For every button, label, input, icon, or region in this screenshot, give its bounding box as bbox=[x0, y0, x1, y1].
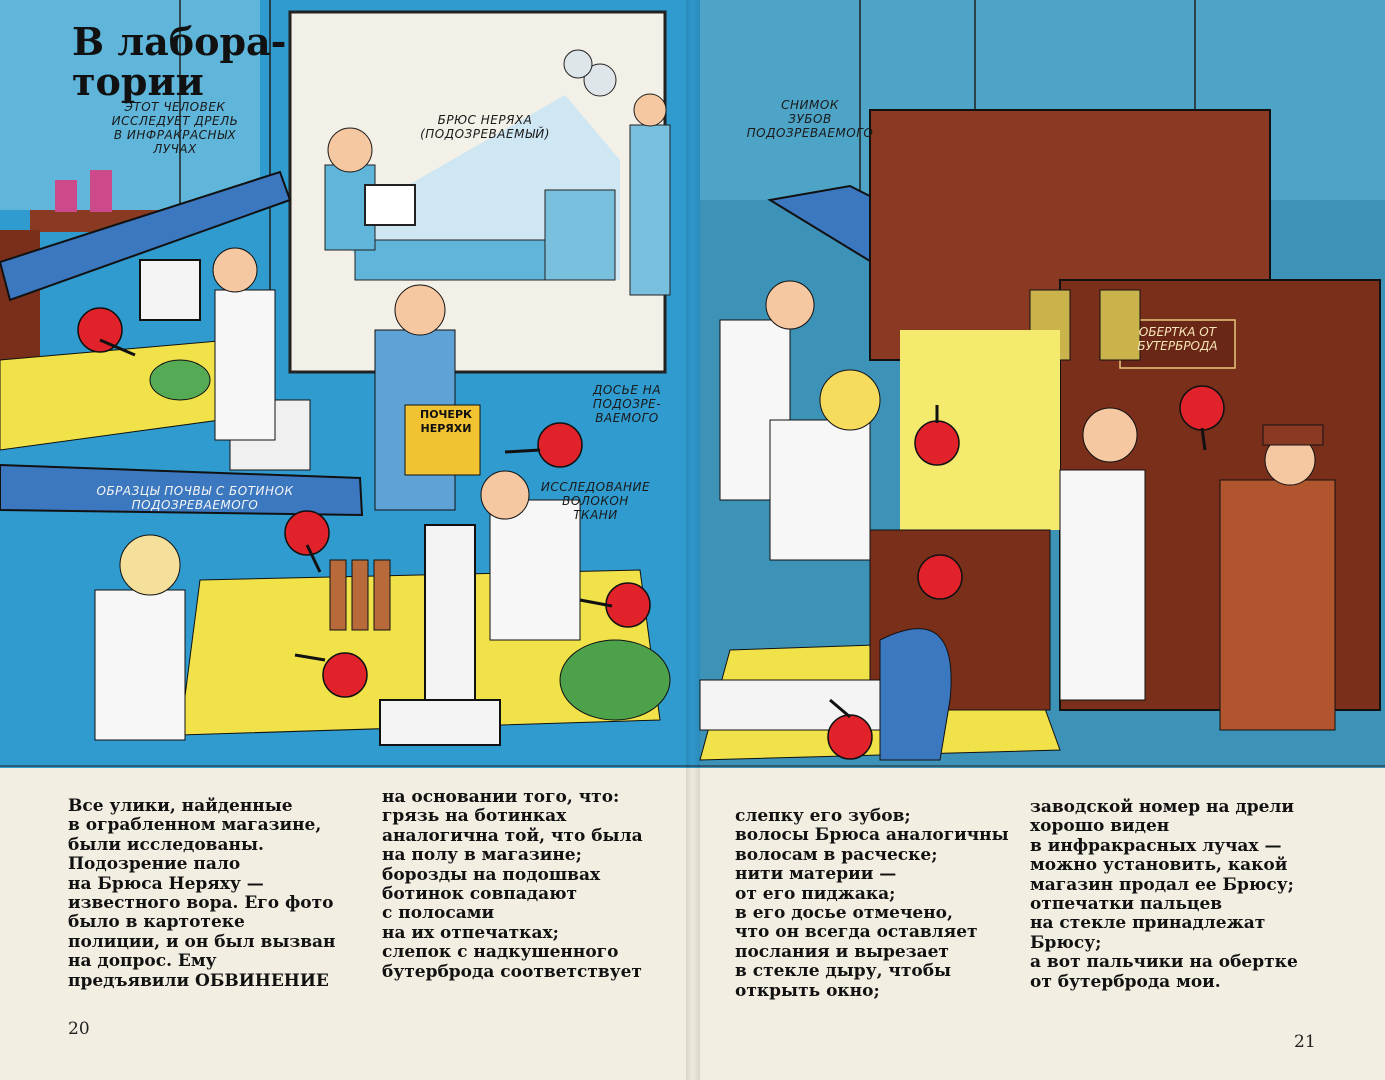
page-number-right: 21 bbox=[1294, 1032, 1316, 1052]
page-number-left: 20 bbox=[68, 1019, 90, 1039]
caption-suspect: БРЮС НЕРЯХА (ПОДОЗРЕВАЕМЫЙ) bbox=[420, 113, 550, 141]
folder-label: ПОЧЕРК НЕРЯХИ bbox=[419, 408, 472, 435]
text-column-2: на основании того, что: грязь на ботинках аналогична той, что была на полу в магазине; борозды на подошвах ботинок совпадают с полосами на их отпечатках; слепок с надкушенного бутерброда соответствует bbox=[382, 787, 643, 982]
book-gutter bbox=[686, 0, 700, 1080]
text-column-3: слепку его зубов; волосы Брюса аналогичны волосам в расческе; нити материи — от его пиджака; в его досье отмечено, что он всегда оставляет послания и вырезает в стекле дыру, чтобы открыть окно; bbox=[735, 806, 1009, 1001]
caption-infrared-drill: ЭТОТ ЧЕЛОВЕК ИССЛЕДУЕТ ДРЕЛЬ В ИНФРАКРАСНЫХ ЛУЧАХ bbox=[111, 100, 239, 156]
text-column-1: Все улики, найденные в ограбленном магазине, были исследованы. Подозрение пало на Брюса Неряху — известного вора. Его фото было в картотеке полиции, и он был вызван на допрос. Ему предъявили ОБВИНЕНИЕ bbox=[68, 796, 336, 991]
caption-soil-samples: ОБРАЗЦЫ ПОЧВЫ С БОТИНОК ПОДОЗРЕВАЕМОГО bbox=[96, 484, 294, 512]
caption-fiber-analysis: ИССЛЕДОВАНИЕ ВОЛОКОН ТКАНИ bbox=[540, 480, 651, 522]
caption-sandwich-wrapper: ОБЕРТКА ОТ БУТЕРБРОДА bbox=[1137, 325, 1218, 353]
text-column-4: заводской номер на дрели хорошо виден в инфракрасных лучах — можно установить, какой магазин продал ее Брюсу; отпечатки пальцев на стекле принадлежат Брюсу; а вот пальчики на обертке от бутерброда мои. bbox=[1030, 797, 1298, 992]
caption-dossier: ДОСЬЕ НА ПОДОЗРЕ- ВАЕМОГО bbox=[592, 383, 662, 425]
caption-teeth-imprint: СНИМОК ЗУБОВ ПОДОЗРЕВАЕМОГО bbox=[746, 98, 874, 140]
spread-title: В лабора- тории bbox=[72, 19, 287, 104]
